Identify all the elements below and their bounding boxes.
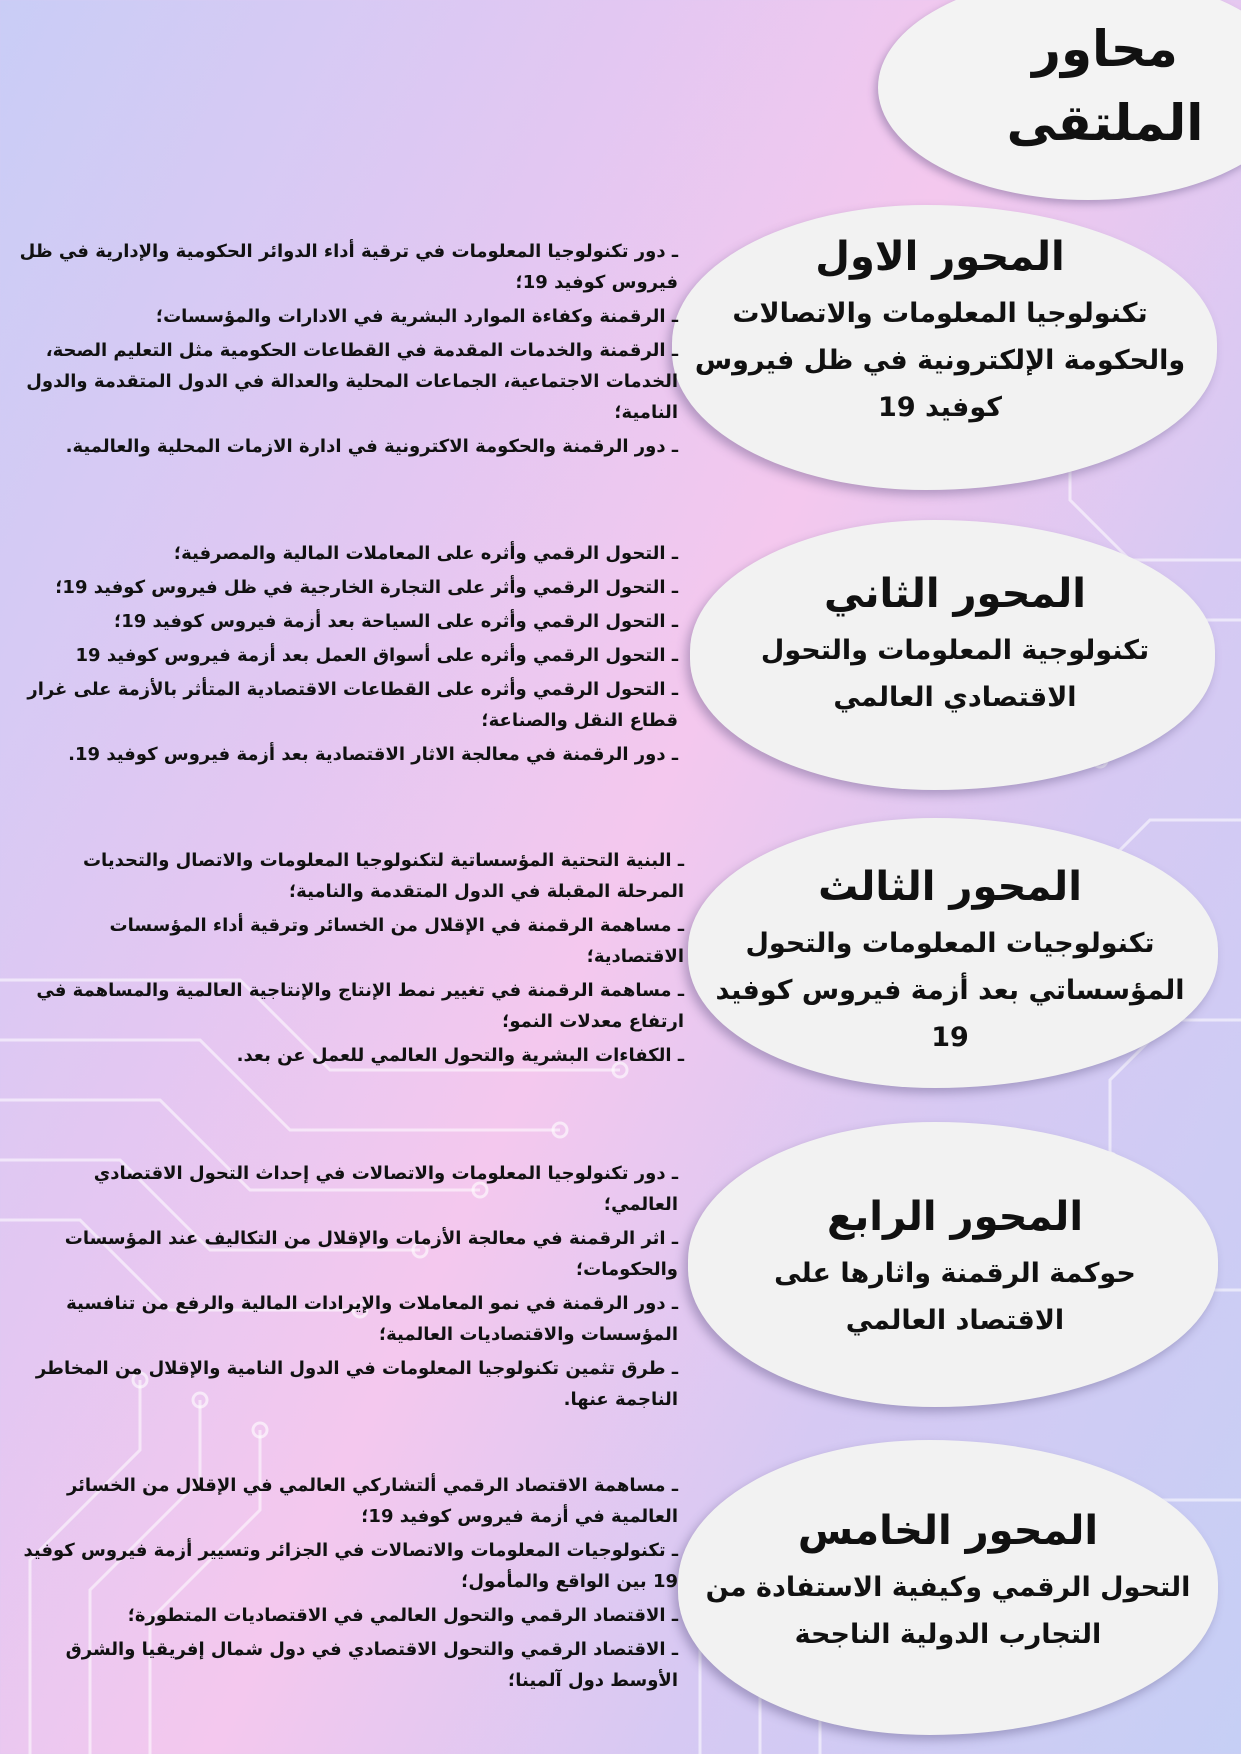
axis-2-point-4: ـ التحول الرقمي وأثره على أسواق العمل بعد أزمة فيروس كوفيد 19 xyxy=(75,645,678,666)
axis-5-name: المحور الخامس xyxy=(797,1508,1099,1554)
axis-2-points xyxy=(18,538,678,773)
axis-4-name: المحور الرابع xyxy=(826,1194,1084,1240)
axis-5-subtitle: التحول الرقمي وكيفية الاستفادة من التجارب الدولية الناجحة xyxy=(705,1572,1191,1650)
page-title: محاور الملتقى xyxy=(1006,20,1204,152)
axis-3-point-4: ـ الكفاءات البشرية والتحول العالمي للعمل عن بعد. xyxy=(236,1045,684,1066)
axis-1-points xyxy=(18,236,678,465)
axis-2-heading xyxy=(735,565,1175,721)
axis-5-point-1: ـ مساهمة الاقتصاد الرقمي ألتشاركي العالمي في الإقلال من الخسائر العالمية في أزمة فيروس كوفيد 19؛ xyxy=(66,1475,678,1527)
axis-3-points xyxy=(14,845,684,1074)
axis-5-point-2: ـ تكنولوجيات المعلومات والاتصالات في الجزائر وتسيير أزمة فيروس كوفيد 19 بين الواقع والمأمول؛ xyxy=(23,1540,678,1592)
axis-1-point-3: ـ الرقمنة والخدمات المقدمة في القطاعات الحكومية مثل التعليم الصحة، الخدمات الاجتماعية، الجماعات المحلية والعدالة في الدول المتقدمة والدول النامية؛ xyxy=(26,340,678,423)
axis-4-point-2: ـ اثر الرقمنة في معالجة الأزمات والإقلال من التكاليف عند المؤسسات والحكومات؛ xyxy=(64,1228,678,1280)
axis-1-point-2: ـ الرقمنة وكفاءة الموارد البشرية في الادارات والمؤسسات؛ xyxy=(155,306,678,327)
axis-1-subtitle: تكنولوجيا المعلومات والاتصالات والحكومة الإلكترونية في ظل فيروس كوفيد 19 xyxy=(694,298,1186,423)
axis-2-point-5: ـ التحول الرقمي وأثره على القطاعات الاقتصادية المتأثر بالأزمة على غرار قطاع النقل والصناعة؛ xyxy=(27,679,678,731)
axis-3-subtitle: تكنولوجيات المعلومات والتحول المؤسساتي بعد أزمة فيروس كوفيد 19 xyxy=(715,928,1185,1053)
axis-3-heading xyxy=(700,858,1200,1061)
axis-3-point-2: ـ مساهمة الرقمنة في الإقلال من الخسائر وترقية أداء المؤسسات الاقتصادية؛ xyxy=(109,915,684,967)
axis-2-name: المحور الثاني xyxy=(824,571,1086,617)
axis-2-point-6: ـ دور الرقمنة في معالجة الاثار الاقتصادية بعد أزمة فيروس كوفيد 19. xyxy=(68,744,678,765)
axis-4-point-3: ـ دور الرقمنة في نمو المعاملات والإيرادات المالية والرفع من تنافسية المؤسسات والاقتصاديات العالمية؛ xyxy=(66,1293,678,1345)
axis-2-point-3: ـ التحول الرقمي وأثره على السياحة بعد أزمة فيروس كوفيد 19؛ xyxy=(113,611,678,632)
axis-2-subtitle: تكنولوجية المعلومات والتحول الاقتصادي العالمي xyxy=(760,635,1150,713)
axis-5-point-4: ـ الاقتصاد الرقمي والتحول الاقتصادي في دول شمال إفريقيا والشرق الأوسط دول آلمينا؛ xyxy=(65,1639,678,1691)
axis-4-point-4: ـ طرق تثمين تكنولوجيا المعلومات في الدول النامية والإقلال من المخاطر الناجمة عنها. xyxy=(35,1358,678,1410)
axis-4-point-1: ـ دور تكنولوجيا المعلومات والاتصالات في إحداث التحول الاقتصادي العالمي؛ xyxy=(93,1163,678,1215)
axis-4-points xyxy=(18,1158,678,1418)
axis-3-point-3: ـ مساهمة الرقمنة في تغيير نمط الإنتاج والإنتاجية العالمية والمساهمة في ارتفاع معدلات النمو؛ xyxy=(36,980,684,1032)
axis-1-heading xyxy=(690,228,1190,431)
axis-5-heading xyxy=(688,1502,1208,1658)
axis-1-point-1: ـ دور تكنولوجيا المعلومات في ترقية أداء الدوائر الحكومية والإدارية في ظل فيروس كوفيد 19؛ xyxy=(19,241,678,293)
axis-1-point-4: ـ دور الرقمنة والحكومة الاكترونية في ادارة الازمات المحلية والعالمية. xyxy=(65,436,678,457)
axis-2-point-2: ـ التحول الرقمي وأثر على التجارة الخارجية في ظل فيروس كوفيد 19؛ xyxy=(55,577,678,598)
axis-2-point-1: ـ التحول الرقمي وأثره على المعاملات المالية والمصرفية؛ xyxy=(173,543,678,564)
axis-5-points xyxy=(18,1470,678,1699)
axis-5-point-3: ـ الاقتصاد الرقمي والتحول العالمي في الاقتصاديات المتطورة؛ xyxy=(127,1605,678,1626)
axis-3-point-1: ـ البنية التحتية المؤسساتية لتكنولوجيا المعلومات والاتصال والتحديات المرحلة المقبلة في الدول المتقدمة والنامية؛ xyxy=(82,850,684,902)
axis-4-subtitle: حوكمة الرقمنة واثارها على الاقتصاد العالمي xyxy=(774,1258,1136,1336)
axis-4-heading xyxy=(735,1188,1175,1344)
axis-3-name: المحور الثالث xyxy=(818,864,1082,910)
axis-1-name: المحور الاول xyxy=(815,234,1065,280)
